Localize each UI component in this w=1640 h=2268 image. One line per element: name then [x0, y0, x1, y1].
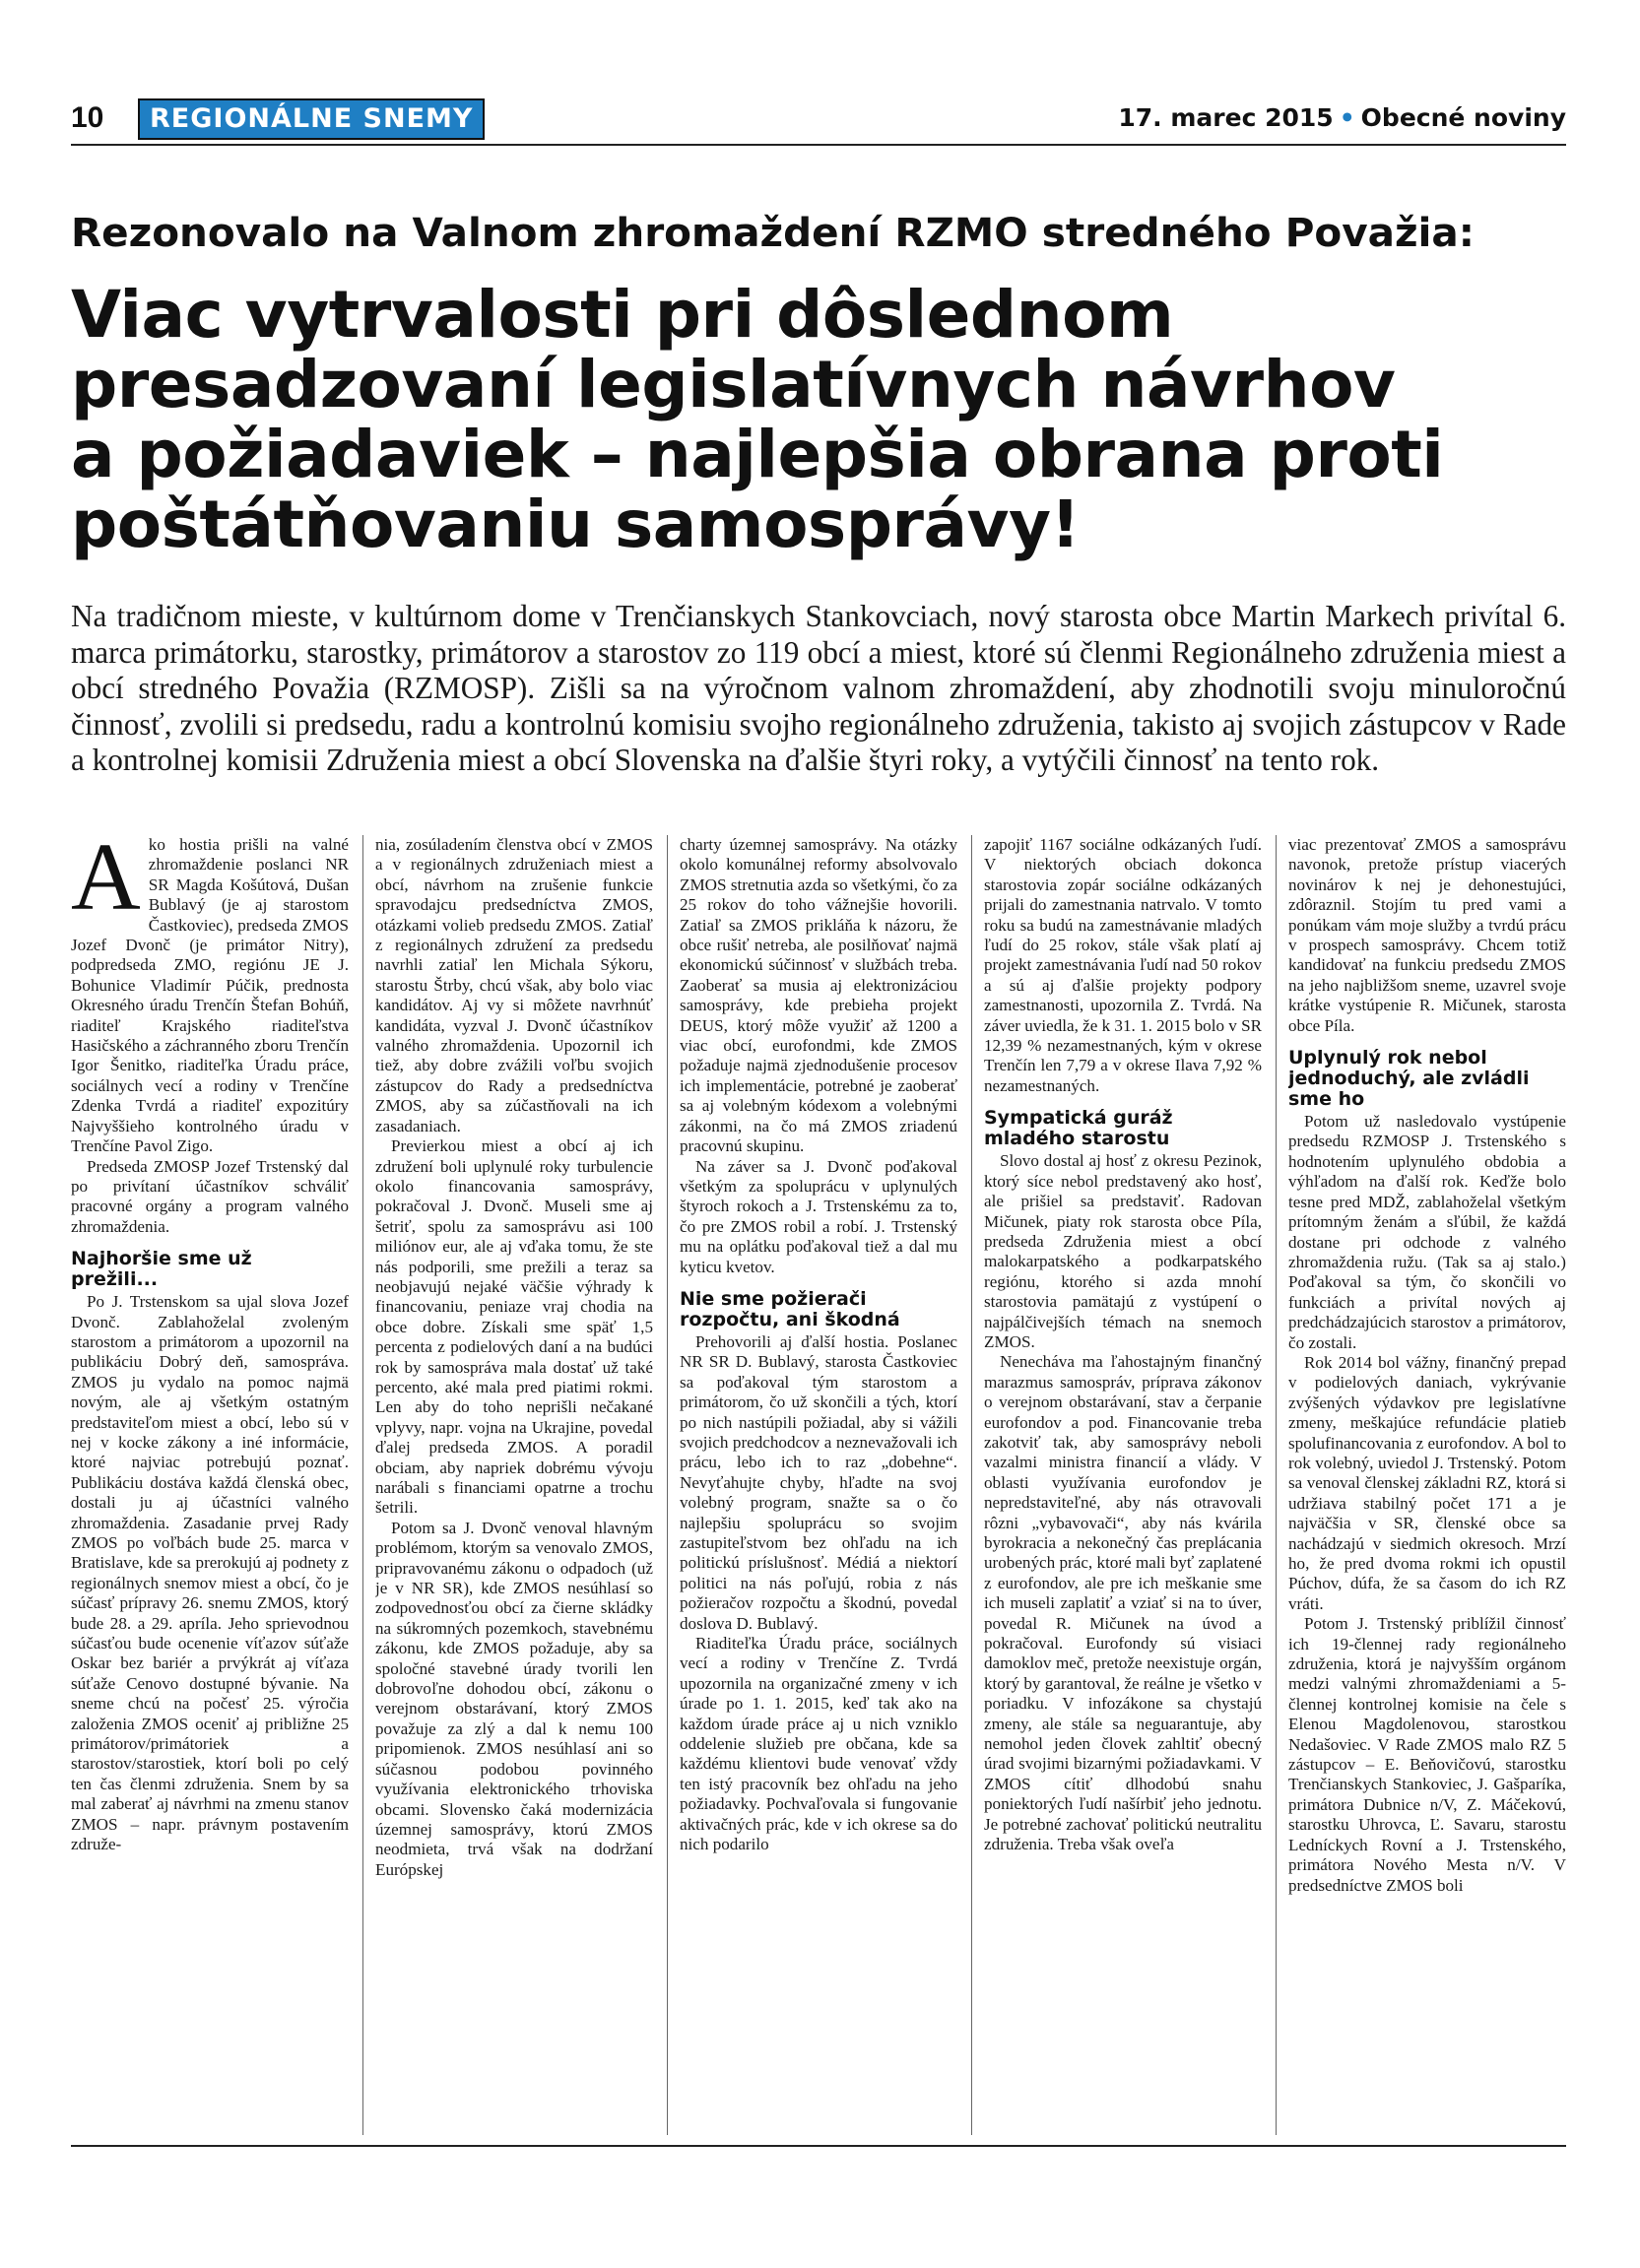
subheading: Najhoršie sme už prežili...	[71, 1248, 252, 1291]
column-rule	[1276, 835, 1277, 2135]
newspaper-page	[71, 98, 1566, 2216]
paragraph: Predseda ZMOSP Jozef Trstenský dal po privítaní účastníkov schváliť pracovné orgány a program valného zhromaždenia.	[71, 1156, 349, 1236]
paragraph: viac prezentovať ZMOS a samosprávu navonok, pretože prístup viacerých novinárov k nej je dehonestujúci, zdôraznil. Stojím tu pred vami a ponúkam vám moje služby a tvrdú prácu v prospech samosprávy. Chcem totiž kandidovať na funkciu predsedu ZMOS na jeho najbližšom sneme, uzavrel svoje krátke vystúpenie R. Mičunek, starosta obce Píla.	[1288, 835, 1566, 1035]
paragraph: Potom J. Trstenský priblížil činnosť ich 19-člennej rady regionálneho združenia, ktorá je najvyšším orgánom medzi valnými zhromaždeniami a 5-člennej kontrolnej komisie na čele s Elenou Magdolenovou, starostkou Nedašoviec. V Rade ZMOS malo RZ 5 zástupcov – E. Beňovičovú, starostku Trenčianskych Stankoviec, J. Gašparíka, primátora Dubnice n/V, Z. Máčekovú, starostku Uhrovca, Ľ. Savaru, starostu Ledníckych Rovní a J. Trstenského, primátora Nového Mesta n/V. V predsedníctve ZMOS boli	[1288, 1614, 1566, 1895]
publication-name: Obecné noviny	[1360, 103, 1566, 132]
article-column-1	[71, 835, 349, 2135]
column-rule	[362, 835, 363, 2135]
paragraph: nia, zosúladením členstva obcí v ZMOS a v regionálnych združeniach miest a obcí, návrhom na zrušenie funkcie spravodajcu predsedníctva ZMOS, otázkami volieb predsedu ZMOS. Zatiaľ z regionálnych združení za predsedu navrhli zatiaľ len Michala Sýkoru, starostu Štrby, chcú však, aby bolo viac kandidátov. Aj vy si môžete navrhnúť kandidáta, vyzval J. Dvonč účastníkov valného zhromaždenia. Upozornil ich tiež, aby dobre zvážili voľbu svojich zástupcov do Rady a predsedníctva ZMOS, aby sa zúčastňovali na ich zasadaniach.	[375, 835, 653, 1135]
paragraph: Slovo dostal aj hosť z okresu Pezinok, ktorý síce nebol predstavený ako hosť, ale prišiel sa predstaviť. Radovan Mičunek, piaty rok starosta obce Píla, predseda Združenia miest a obcí malokarpatského a podkarpatského regiónu, ktorého si azda mnohí starostovia pamätajú z vystúpení o najpálčivejších témach na snemoch ZMOS.	[984, 1151, 1262, 1351]
footer-rule	[71, 2145, 1566, 2147]
article-column-3	[680, 835, 957, 2135]
column-rule	[667, 835, 668, 2135]
paragraph: Na záver sa J. Dvonč poďakoval všetkým za spoluprácu v uplynulých štyroch rokoch a J. Trstenskému za to, čo pre ZMOS robil a robí. J. Trstenský mu na oplátku poďakoval tiež a dal mu kyticu kvetov.	[680, 1156, 957, 1276]
page-number: 10	[71, 101, 104, 134]
article-title: Viac vytrvalosti pri dôslednom presadzovaní legislatívnych návrhov a požiadaviek – najlepšia obrana proti poštátňovaniu samosprávy!	[71, 277, 1444, 562]
paragraph: Prehovorili aj ďalší hostia. Poslanec NR SR D. Bublavý, starosta Častkoviec sa poďakoval tým starostom a primátorom, čo už skončili a tých, ktorí po nich nastúpili požiadal, aby si vážili svojich predchodcov a neznevažovali ich prácu, lebo ich to raz „dobehne“. Nevyťahujte chyby, hľadte na svoj volebný program, snažte sa o čo najlepšiu spoluprácu so svojim zastupiteľstvom bez ohľadu na ich politickú príslušnosť. Médiá a niektorí politici na nás poľujú, robia z nás požieračov rozpočtu a škodnú, povedal doslova D. Bublavý.	[680, 1331, 957, 1633]
column-rule	[971, 835, 972, 2135]
section-label: REGIONÁLNE SNEMY	[138, 98, 485, 140]
paragraph: Nenecháva ma ľahostajným finančný marazmus samospráv, príprava zákonov o verejnom obstarávaní, stav a čerpanie eurofondov a pod. Financovanie treba zakotviť tak, aby samosprávy neboli vazalmi ministra financií a vlády. V oblasti využívania eurofondov je nepredstaviteľné, aby nás otravovali rôzni „vybavovači“, aby nás kvárila byrokracia a nekonečný čas preplácania urobených prác, ktoré mali byť zaplatené z eurofondov, ale pre ich meškanie sme ich museli zaplatiť a vziať si na to úver, povedal R. Mičunek na úvod a pokračoval. Eurofondy sú visiaci damoklov meč, pretože neexistuje orgán, ktorý by garantoval, že reálne je všetko v poriadku. V infozákone sa chystajú zmeny, ale stále sa neguarantuje, aby nemohol jeden človek zahltiť obecný úrad svojimi bizarnými požiadavkami. V ZMOS cítiť dlhodobú snahu poniektorých ľudí našírbiť jeho jednotu. Je potrebné zachovať politickú neutralitu združenia. Treba však oveľa	[984, 1352, 1262, 1854]
subheading: Uplynulý rok nebol jednoduchý, ale zvládli sme ho	[1288, 1047, 1530, 1111]
article-column-2	[375, 835, 653, 2135]
issue-date: 17. marec 2015	[1118, 103, 1334, 132]
paragraph: charty územnej samosprávy. Na otázky okolo komunálnej reformy absolvovalo ZMOS stretnutia azda so všetkými, čo za 25 rokov do toho vážnejšie hovorili. Zatiaľ sa ZMOS prikláňa k názoru, že obce rušiť netreba, ale posilňovať najmä ekonomickú súčinnosť v službách treba. Zaoberať sa musia aj elektronizáciou samosprávy, kde prebieha projekt DEUS, ktorý môže využiť až 1200 a viac obcí, eurofondmi, kde ZMOS požaduje najmä zjednodušenie procesov ich implementácie, potrebné je zaoberať sa aj volebným kódexom a volebnými zákonmi, na čo má ZMOS zriadenú pracovnú skupinu.	[680, 835, 957, 1156]
article-column-4	[984, 835, 1262, 2135]
article-body	[71, 835, 1566, 2135]
paragraph: Previerkou miest a obcí aj ich združení boli uplynulé roky turbulencie okolo financovania samosprávy, pokračoval J. Dvonč. Museli sme aj šetriť, spolu za samosprávu asi 100 miliónov eur, ale aj vďaka tomu, že ste nás podporili, sme prežili a teraz sa neobjavujú nejaké väčšie výhrady k financovaniu, peniaze vraj chodia na obce dobre. Získali sme späť 1,5 percenta z podielových daní a na budúci rok by samospráva mala dostať už také percento, aké mala pred piatimi rokmi. Len aby do toho neprišli nečakané vplyvy, napr. vojna na Ukrajine, povedal ďalej predseda ZMOS. A poradil obciam, aby napriek dobrému vývoju narábali s financiami opatrne a trochu šetrili.	[375, 1136, 653, 1518]
paragraph: zapojiť 1167 sociálne odkázaných ľudí. V niektorých obciach dokonca starostovia zopár sociálne odkázaných prijali do zamestnania natrvalo. V tomto roku sa budú na zamestnávanie mladých ľudí do 25 rokov, stále však platí aj projekt zamestnávania ľudí nad 50 rokov a sú aj ďalšie projekty podpory zamestnanosti, upozornila Z. Tvrdá. Na záver uviedla, že k 31. 1. 2015 bolo v SR 12,39 % nezamestnaných, kým v okrese Trenčín len 7,79 a v okrese Ilava 7,92 % nezamestnaných.	[984, 835, 1262, 1095]
paragraph: Rok 2014 bol vážny, finančný prepad v podielových daniach, vykrývanie zvýšených výdavkov pre legislatívne zmeny, meškajúce refundácie platieb spolufinancovania z eurofondov. A bol to rok volebný, uviedol J. Trstenský. Potom sa venoval členskej základni RZ, ktorá si udržiava stabilný počet 171 a je najväčšia v SR, členské obce sa nachádzajú v siedmich okresoch. Mrzí ho, že pred dvoma rokmi ich opustil Púchov, dúfa, že sa časom do ich RZ vráti.	[1288, 1352, 1566, 1613]
paragraph: Potom už nasledovalo vystúpenie predsedu RZMOSP J. Trstenského s hodnotením uplynulého obdobia a výhľadom na ďalší rok. Keďže bolo tesne pred MDŽ, zablahoželal všetkým prítomným ženám a sľúbil, že každá dostane pri odchode z valného zhromaždenia ružu. (Tak sa aj stalo.) Poďakoval sa tým, čo skončili vo funkciách a privítal nových aj predchádzajúcich starostov a primátorov, čo zostali.	[1288, 1112, 1566, 1352]
drop-cap: A	[71, 835, 141, 931]
article-lead: Na tradičnom mieste, v kultúrnom dome v Trenčianskych Stankovciach, nový starosta obce Martin Markech privítal 6. marca primátorku, starostky, primátorov a starostov zo 119 obcí a miest, ktoré sú členmi Regionálneho združenia miest a obcí stredného Považia (RZMOSP). Zišli sa na výročnom valnom zhromaždení, aby zhodnotili svoju minuloročnú činnosť, zvolili si predsedu, radu a kontrolnú komisiu svojho regionálneho združenia, takisto aj svojich zástupcov v Rade a kontrolnej komisii Združenia miest a obcí Slovenska na ďalšie štyri roky, a vytýčili činnosť na tento rok.	[71, 599, 1566, 778]
issue-info	[1118, 98, 1566, 138]
paragraph: Po J. Trstenskom sa ujal slova Jozef Dvonč. Zablahoželal zvoleným starostom a primátorom a upozornil na publikáciu Dobrý deň, samospráva. ZMOS ju vydalo na pomoc najmä novým, ale aj všetkým ostatným predstaviteľom miest a obcí, lebo sú v nej v kocke zákony a iné informácie, ktoré najviac potrebujú poznať. Publikáciu dostáva každá členská obec, dostali ju aj účastníci valného zhromaždenia. Zasadanie prvej Rady ZMOS po voľbách bude 25. marca v Bratislave, kde sa prerokujú aj podnety z regionálnych snemov miest a obcí, čo je súčasť prípravy 26. snemu ZMOS, ktorý bude 28. a 29. apríla. Jeho sprievodnou súčasťou bude ocenenie víťazov súťaže Oskar bez bariér a prvýkrát aj víťaza súťaže Cenovo dostupné bývanie. Na sneme chcú na počesť 25. výročia založenia ZMOS oceniť aj približne 25 primátorov/primátoriek a starostov/starostiek, ktorí boli po celý ten čas členmi združenia. Snem by sa mal zaberať aj návrhmi na zmenu stanov ZMOS – napr. právnym postavením združe-	[71, 1292, 349, 1854]
paragraph: Potom sa J. Dvonč venoval hlavným problémom, ktorým sa venovalo ZMOS, pripravovanému zákonu o odpadoch (už je v NR SR), kde ZMOS nesúhlasí so zodpovednosťou obcí za čierne skládky na súkromných pozemkoch, stavebnému zákonu, kde ZMOS požaduje, aby sa spoločné stavebné úrady tvorili len dobrovoľne dohodou obcí, zákonu o verejnom obstarávaní, ktorý ZMOS považuje za zlý a dal k nemu 100 pripomienok. ZMOS nesúhlasí ani so súčasnou podobou povinného využívania elektronického trhoviska obcami. Slovensko čaká modernizácia územnej samosprávy, ktorú ZMOS neodmieta, trvá však na dodržaní Európskej	[375, 1518, 653, 1879]
subheading: Sympatická guráž mladého starostu	[984, 1107, 1173, 1150]
paragraph: ko hostia prišli na valné zhromaždenie poslanci NR SR Magda Košútová, Dušan Bublavý (je aj starostom Častkoviec), predseda ZMOS Jozef Dvonč (je primátor Nitry), podpredseda ZMO, regiónu JE J. Bohunice Vladimír Púčik, prednosta Okresného úradu Trenčín Štefan Bohúň, riaditeľ Krajského riaditeľstva Hasičského a záchranného zboru Trenčín Igor Šenitko, riaditeľka Úradu práce, sociálnych vecí a rodiny v Trenčíne Zdenka Tvrdá a riaditeľ expozitúry Najvyššieho kontrolného úradu v Trenčíne Pavol Zigo.	[71, 835, 349, 1156]
article-kicker: Rezonovalo na Valnom zhromaždení RZMO stredného Považia:	[71, 209, 1475, 256]
header-rule	[71, 144, 1566, 146]
page-header	[71, 98, 1566, 144]
paragraph: Riaditeľka Úradu práce, sociálnych vecí a rodiny v Trenčíne Z. Tvrdá upozornila na organizačné zmeny v ich úrade po 1. 1. 2015, keď tak ako na každom úrade práce aj u nich vzniklo oddelenie služieb pre občana, kde sa každému klientovi bude venovať vždy ten istý pracovník bez ohľadu na jeho požiadavky. Pochvaľovala si fungovanie aktivačných prác, kde v ich okrese sa do nich podarilo	[680, 1634, 957, 1854]
article-column-5	[1288, 835, 1566, 2135]
subheading: Nie sme požierači rozpočtu, ani škodná	[680, 1287, 900, 1330]
separator-dot: •	[1339, 103, 1355, 132]
